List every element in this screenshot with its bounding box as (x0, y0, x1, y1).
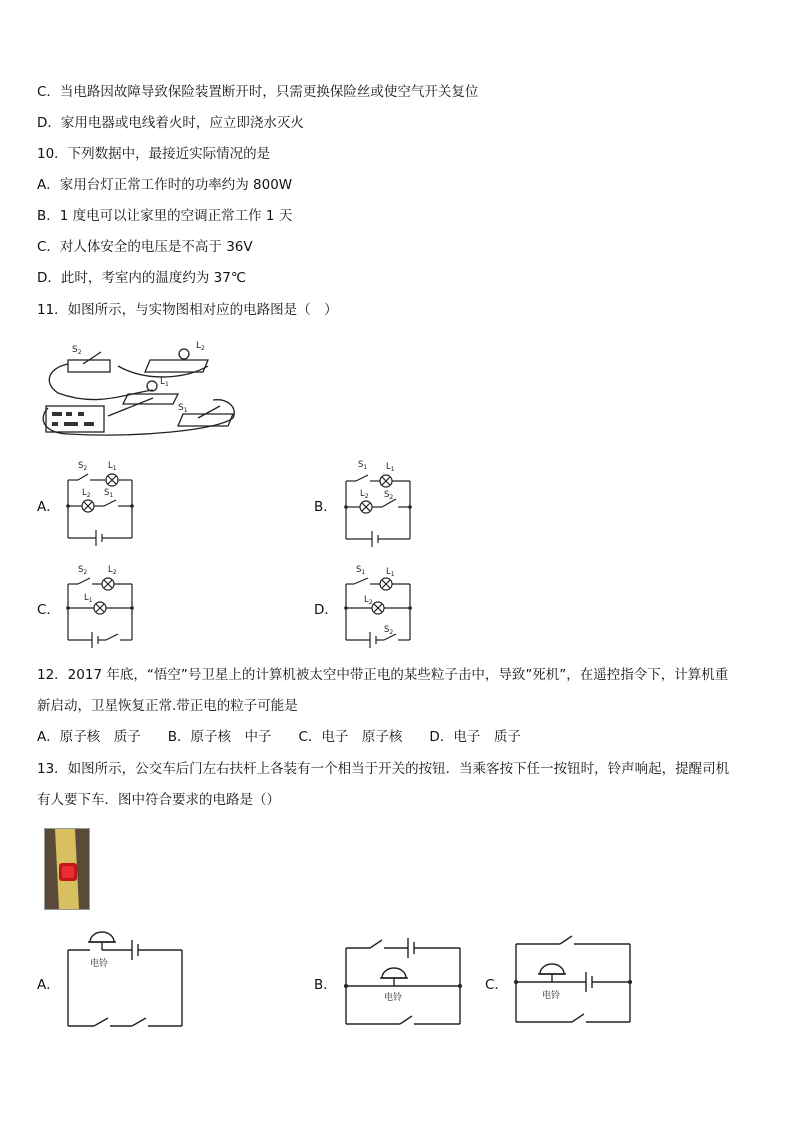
q13-b-bell-label: 电铃 (384, 993, 403, 1003)
svg-text:L2: $L_2$ (82, 488, 91, 499)
q11-circuit-a (62, 458, 142, 550)
q11-option-b-label: B． (314, 499, 337, 515)
q11-l2-label: $L_2$ (196, 341, 205, 352)
q11-s1-label: $S_1$ (178, 403, 188, 414)
q11-circuit-b (340, 455, 420, 550)
q10-option-b: B．1 度电可以让家里的空调正常工作 1 天 (37, 208, 293, 224)
svg-text:L1: $L_1$ (108, 461, 117, 472)
q13-circuit-a (62, 928, 188, 1032)
q12-options: A．原子核 质子 B．原子核 中子 C．电子 原子核 D．电子 质子 (37, 729, 521, 745)
svg-text:L1: $L_1$ (386, 567, 395, 578)
q10-option-d: D．此时，考室内的温度约为 37℃ (37, 270, 247, 286)
svg-text:S1: $S_1$ (358, 460, 368, 471)
bus-button-photo (44, 828, 90, 910)
q10-option-a: A．家用台灯正常工作时的功率约为 800W (37, 177, 293, 193)
svg-text:L1: $L_1$ (84, 593, 93, 604)
q11-l1-label: $L_1$ (160, 377, 169, 388)
svg-text:L2: $L_2$ (108, 565, 117, 576)
question-10: 10．下列数据中，最接近实际情况的是 (37, 146, 271, 162)
q13-option-a-label: A． (37, 977, 60, 993)
svg-text:L2: $L_2$ (364, 595, 373, 606)
q13-a-bell-label: 电铃 (90, 959, 109, 969)
question-12-line-1: 12．2017 年底，“悟空”号卫星上的计算机被太空中带正电的某些粒子击中，导致”死机”，在遥控指令下，计算机重 (37, 667, 729, 683)
q11-s2-label: $S_2$ (72, 345, 82, 356)
q13-option-c-label: C． (485, 977, 508, 993)
q13-option-b-label: B． (314, 977, 337, 993)
q11-option-c-label: C． (37, 602, 60, 618)
svg-text:S1: $S_1$ (104, 488, 114, 499)
svg-text:L1: $L_1$ (386, 462, 395, 473)
q13-c-bell-label: 电铃 (542, 991, 561, 1001)
q13-circuit-b (340, 928, 466, 1032)
q11-option-d-label: D． (314, 602, 338, 618)
q11-circuit-c (62, 560, 142, 652)
q11-circuit-d (340, 560, 420, 652)
q10-option-c: C．对人体安全的电压是不高于 36V (37, 239, 253, 255)
svg-text:S2: $S_2$ (78, 565, 88, 576)
svg-text:S2: $S_2$ (384, 490, 394, 501)
question-12-line-2: 新启动，卫星恢复正常.带正电的粒子可能是 (37, 698, 298, 714)
svg-text:S2: $S_2$ (78, 461, 88, 472)
question-11: 11．如图所示，与实物图相对应的电路图是（ ） (37, 302, 338, 318)
question-13-line-1: 13．如图所示，公交车后门左右扶杆上各装有一个相当于开关的按钮．当乘客按下任一按钮时，铃声响起，提醒司机 (37, 761, 730, 777)
question-13-line-2: 有人要下车．图中符合要求的电路是（） (37, 792, 280, 808)
q13-circuit-c (510, 928, 636, 1028)
option-c-line: C．当电路因故障导致保险装置断开时，只需更换保险丝或使空气开关复位 (37, 84, 479, 100)
option-d-line: D．家用电器或电线着火时，应立即浇水灭火 (37, 115, 304, 131)
q11-physical-circuit-figure (38, 338, 238, 438)
svg-text:S2: $S_2$ (384, 625, 394, 636)
svg-text:S1: $S_1$ (356, 565, 366, 576)
svg-text:L2: $L_2$ (360, 489, 369, 500)
q11-option-a-label: A． (37, 499, 60, 515)
